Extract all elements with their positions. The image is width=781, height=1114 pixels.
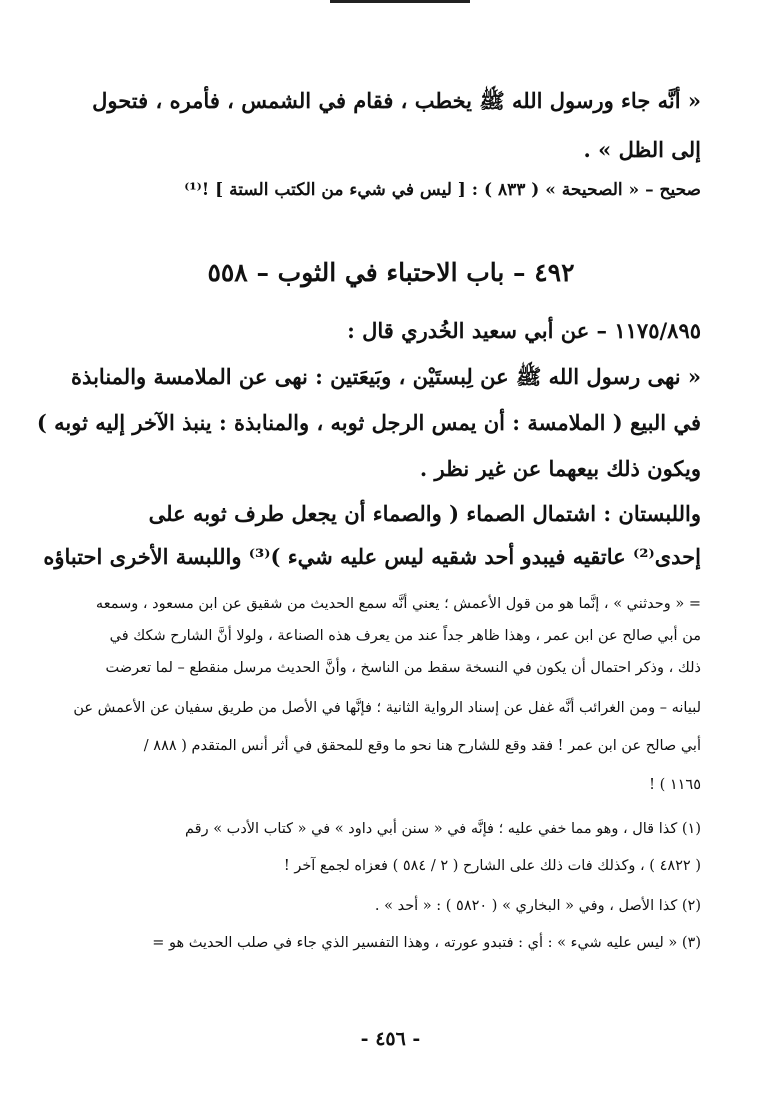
page-number: - ٤٥٦ - — [360, 1028, 421, 1050]
hadith-line-4: واللبستان : اشتمال الصماء ( والصماء أن يجعل طرف ثوبه على — [148, 501, 701, 526]
footnote-2: (٢) كذا الأصل ، وفي « البخاري » ( ٥٨٢٠ ) : « أحد » . — [374, 898, 701, 914]
footnote-1a: (١) كذا قال ، وهو مما خفي عليه ؛ فإنَّه في « سنن أبي داود » في « كتاب الأدب » رقم — [185, 821, 701, 837]
text-line-1: « أنَّه جاء ورسول الله ﷺ يخطب ، فقام في الشمس ، فأمره ، فتحول — [92, 88, 701, 113]
footnote-cont-6: ١١٦٥ ) ! — [649, 777, 701, 793]
hadith-line-1: « نهى رسول الله ﷺ عن لِبستَيْن ، وبَيعَتين : نهى عن الملامسة والمنابذة — [71, 364, 701, 389]
top-rule — [330, 0, 470, 3]
footnote-cont-3: ذلك ، وذكر احتمال أن يكون في النسخة سقط من الناسخ ، وأنَّ الحديث مرسل منقطع – لما تعرضت — [105, 660, 701, 676]
grade-line: صحيح – « الصحيحة » ( ٨٣٣ ) : [ ليس في شيء من الكتب الستة ] !⁽¹⁾ — [184, 180, 701, 200]
footnote-cont-4: لبيانه – ومن الغرائب أنَّه غفل عن إسناد الرواية الثانية ؛ فإنَّها في الأصل من طريق سفيان عن الأعمش عن — [73, 700, 701, 716]
footnote-cont-5: أبي صالح عن ابن عمر ! فقد وقع للشارح هنا نحو ما وقع للمحقق في أثر أنس المتقدم ( ٨٨٨ / — [143, 738, 701, 754]
footnote-cont-1: = « وحدثني » ، إنَّما هو من قول الأعمش ؛ يعني أنَّه سمع الحديث من شقيق عن ابن مسعود ، وسمعه — [95, 596, 701, 612]
footnote-1b: ( ٤٨٢٢ ) ، وكذلك فات ذلك على الشارح ( ٢ / ٥٨٤ ) فعزاه لجمع آخر ! — [283, 858, 701, 874]
hadith-line-3: ويكون ذلك بيعهما عن غير نظر . — [419, 456, 701, 481]
chapter-heading: ٤٩٢ – باب الاحتباء في الثوب – ٥٥٨ — [207, 258, 575, 287]
hadith-line-5: إحدى⁽²⁾ عاتقيه فيبدو أحد شقيه ليس عليه شيء )⁽³⁾ واللبسة الأخرى احتباؤه — [43, 544, 701, 569]
text-line-2: إلى الظل » . — [583, 137, 701, 162]
footnote-cont-2: من أبي صالح عن ابن عمر ، وهذا ظاهر جداً عند من يعرف هذه الصناعة ، ولولا أنَّ الشارح شكك في — [109, 628, 701, 644]
hadith-number-line: ١١٧٥/٨٩٥ – عن أبي سعيد الخُدري قال : — [347, 318, 701, 343]
hadith-line-2: في البيع ( الملامسة : أن يمس الرجل ثوبه ، والمنابذة : ينبذ الآخر إليه ثوبه ) — [36, 410, 701, 435]
footnote-3: (٣) « ليس عليه شيء » : أي : فتبدو عورته ، وهذا التفسير الذي جاء في صلب الحديث هو = — [152, 935, 701, 951]
